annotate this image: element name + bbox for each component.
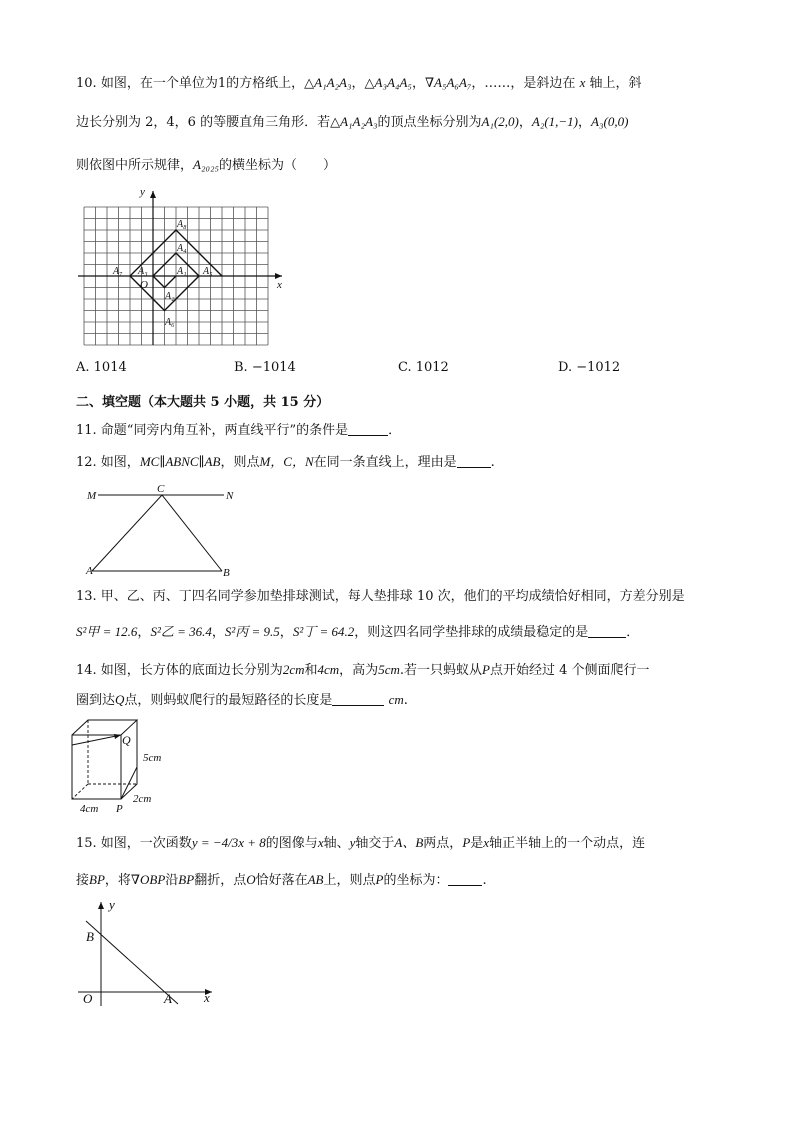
q10-line-2: 边长分别为 2，4，6 的等腰直角三角形．若△A₁A₂A₃的顶点坐标分别为A₁(2,0)，A₂(1,−1)，A₃(0,0)	[76, 114, 629, 130]
label-depth: 2cm	[133, 793, 152, 805]
triangle-abc	[92, 495, 222, 571]
label-a6: A₆	[165, 317, 175, 328]
label-q: Q	[122, 733, 131, 747]
label-a: A	[86, 565, 93, 577]
label-a5: A₅	[203, 266, 213, 277]
right-face	[121, 720, 137, 799]
q15-figure	[74, 896, 224, 1011]
label-c: C	[157, 483, 165, 495]
option-d[interactable]: D. −1012	[558, 360, 621, 375]
origin-label: O	[83, 991, 93, 1006]
q15-answer-blank[interactable]	[448, 873, 482, 886]
q14-line-1: 14. 如图，长方体的底面边长分别为2cm和4cm，高为5cm.若一只蚂蚁从P点开始经过 4 个侧面爬行一	[76, 662, 650, 678]
section-heading: 二、填空题（本大题共 5 小题，共 15 分）	[76, 395, 330, 410]
label-a1: A₁	[177, 266, 187, 277]
q15-line-1: 15. 如图，一次函数y = −4/3x + 8的图像与x轴、y轴交于A、B两点，P是x轴正半轴上的一个动点，连	[76, 835, 646, 851]
linear-function: y = −4/3x + 8	[191, 835, 266, 850]
point-a1-coord: A₁(2,0)	[481, 114, 519, 129]
ant-path	[72, 735, 121, 745]
triangle-a3a4a5: △A₃A₄A₅	[364, 75, 412, 90]
q14-cuboid-figure	[64, 714, 194, 816]
q10-number: 10.	[76, 76, 97, 91]
x-axis-label: x	[277, 279, 282, 291]
option-b[interactable]: B. −1014	[234, 360, 296, 375]
label-p: P	[116, 803, 123, 815]
label-a4: A₄	[177, 243, 187, 254]
point-a3-coord: A₃(0,0)	[591, 114, 629, 129]
label-m: M	[87, 490, 97, 502]
q11: 11. 命题“同旁内角互补，两直线平行”的条件是 ．	[76, 423, 402, 438]
front-face	[72, 735, 121, 799]
label-a8: A₈	[177, 219, 187, 230]
a2025-label: A₂₀₂₅	[193, 157, 220, 172]
triangle-a5a6a7: ∇A₅A₆A₇	[424, 75, 472, 90]
origin-label: O	[140, 279, 148, 291]
point-a2-coord: A₂(1,−1)	[531, 114, 579, 129]
x-axis-label: x	[204, 990, 210, 1005]
label-a7: A₇	[113, 266, 123, 277]
q13-line-2: S²甲 = 12.6，S²乙 = 36.4，S²丙 = 9.5，S²丁 = 64.2，则这四名同学垫排球的成绩最稳定的是 ．	[76, 624, 640, 640]
q13-answer-blank[interactable]	[588, 625, 626, 638]
label-a3: A₃	[138, 266, 148, 277]
q12-answer-blank[interactable]	[457, 455, 491, 468]
label-b: B	[86, 929, 94, 944]
label-b: B	[223, 567, 230, 579]
q10-line-3: 则依图中所示规律，A₂₀₂₅的横坐标为（ ）	[76, 157, 337, 173]
q11-answer-blank[interactable]	[348, 423, 388, 436]
label-a: A	[164, 991, 172, 1006]
option-a[interactable]: A. 1014	[76, 360, 127, 375]
q10-grid-figure	[76, 185, 290, 347]
q10-line-1: 10. 如图，在一个单位为1的方格纸上，△A₁A₂A₃，△A₃A₄A₅，∇A₅A₆A₇，……，是斜边在 x 轴上，斜	[76, 75, 642, 91]
q15-line-2: 接BP，将∇OBP沿BP翻折，点O恰好落在AB上，则点P的坐标为： .	[76, 872, 487, 888]
y-axis-arrow-icon	[98, 902, 104, 909]
label-width: 4cm	[80, 803, 99, 815]
label-n: N	[226, 490, 234, 502]
q14-line-2: 圈到达Q点，则蚂蚁爬行的最短路径的长度是 cm.	[76, 692, 408, 708]
label-height: 5cm	[143, 752, 162, 764]
q12-figure	[76, 480, 266, 580]
y-axis-arrow-icon	[150, 191, 156, 198]
y-axis-label: y	[140, 186, 145, 198]
y-axis-label: y	[109, 897, 115, 912]
q13-line-1: 13. 甲、乙、丙、丁四名同学参加垫排球测试，每人垫排球 10 次，他们的平均成绩恰好相同，方差分别是	[76, 589, 685, 604]
option-c[interactable]: C. 1012	[398, 360, 449, 375]
q14-answer-blank[interactable]	[332, 693, 384, 706]
q12: 12. 如图，MC∥ABNC∥AB，则点M，C，N在同一条直线上，理由是 .	[76, 454, 495, 470]
triangle-a1a2a3: △A₁A₂A₃	[304, 75, 352, 90]
label-a2: A₂	[165, 291, 175, 302]
